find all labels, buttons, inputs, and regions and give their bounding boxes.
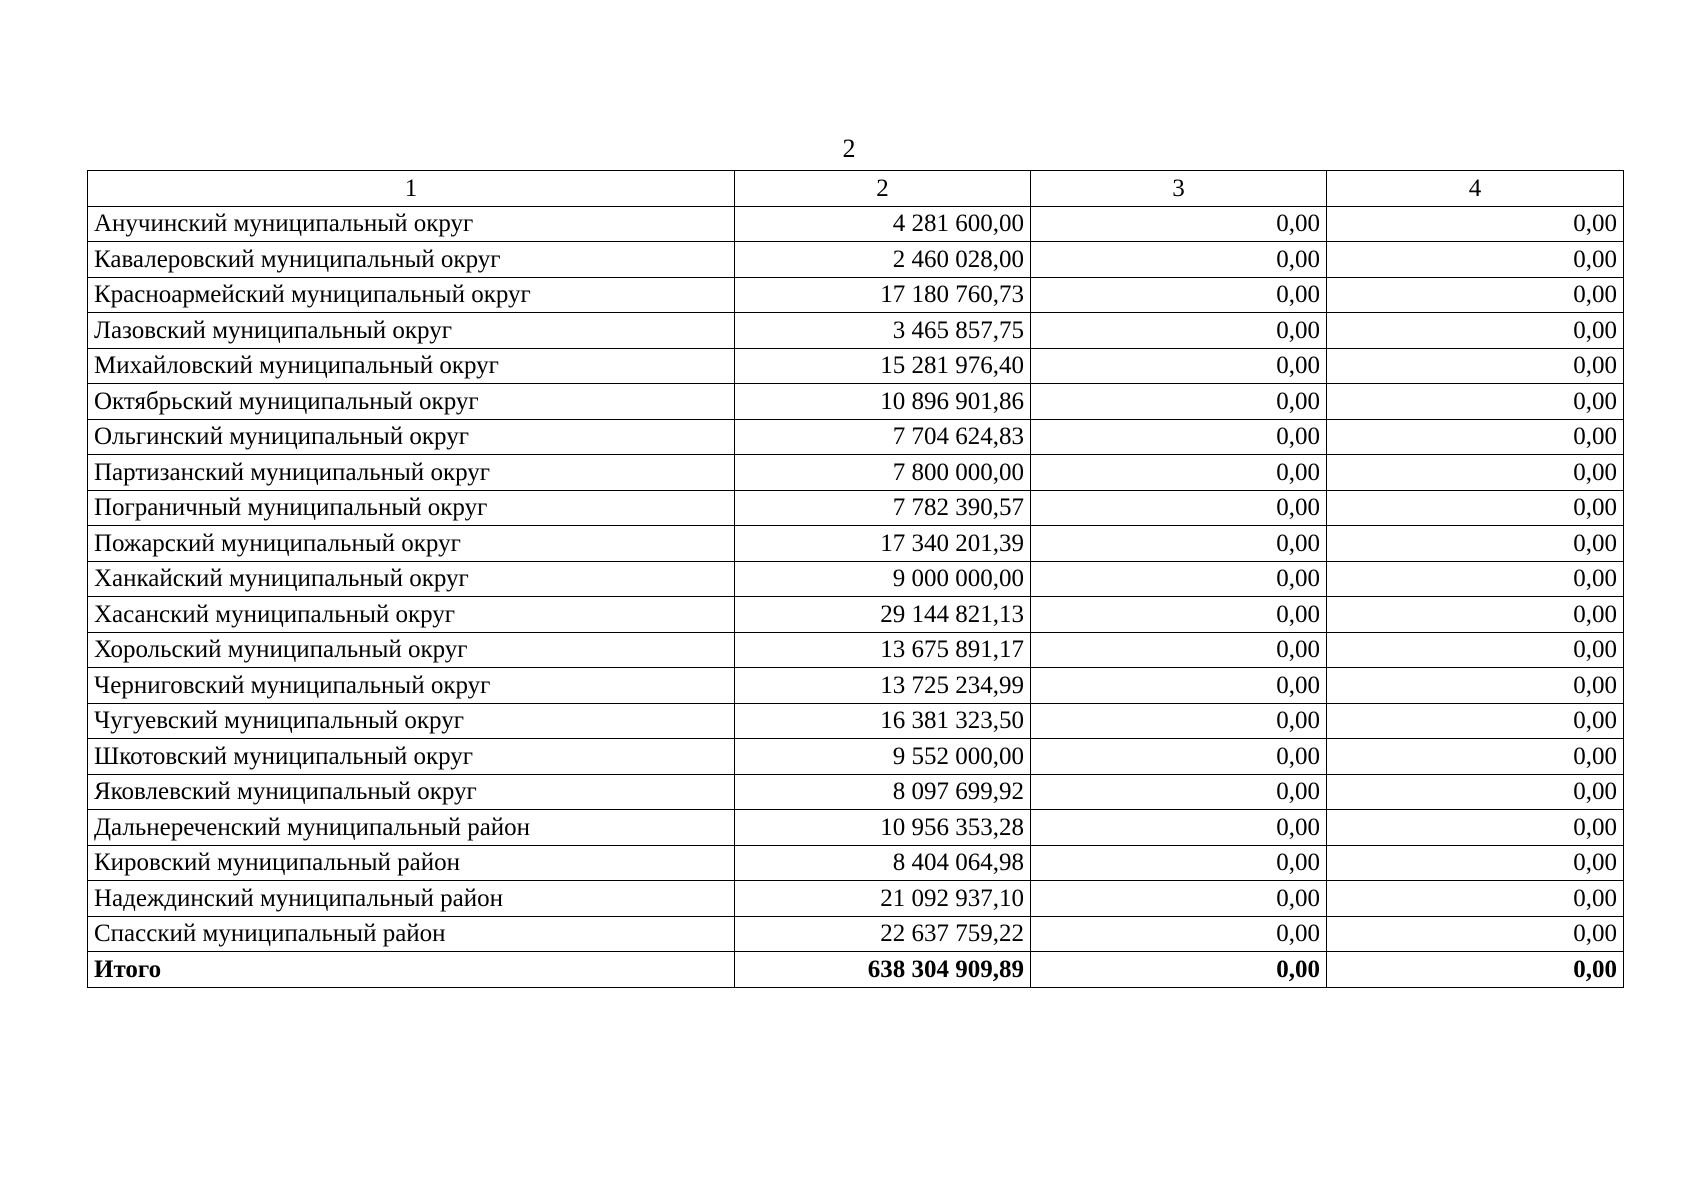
row-col3: 0,00 <box>1031 632 1327 668</box>
row-name: Спасский муниципальный район <box>88 916 735 952</box>
table-row <box>88 419 1624 455</box>
row-col3: 0,00 <box>1031 739 1327 775</box>
row-col3: 0,00 <box>1031 242 1327 278</box>
row-col4: 0,00 <box>1327 703 1624 739</box>
row-col3: 0,00 <box>1031 348 1327 384</box>
row-name: Хорольский муниципальный округ <box>88 632 735 668</box>
table-row <box>88 810 1624 846</box>
row-col3: 0,00 <box>1031 561 1327 597</box>
header-row <box>88 171 1624 207</box>
table-row <box>88 384 1624 420</box>
row-col2: 7 704 624,83 <box>735 419 1031 455</box>
row-col3: 0,00 <box>1031 206 1327 242</box>
allocation-table <box>87 170 1624 988</box>
row-col3: 0,00 <box>1031 881 1327 917</box>
row-col3: 0,00 <box>1031 455 1327 491</box>
row-col3: 0,00 <box>1031 668 1327 704</box>
total-col2: 638 304 909,89 <box>735 952 1031 988</box>
row-col2: 8 404 064,98 <box>735 845 1031 881</box>
row-name: Партизанский муниципальный округ <box>88 455 735 491</box>
table-row <box>88 774 1624 810</box>
row-col2: 15 281 976,40 <box>735 348 1031 384</box>
column-header-2: 2 <box>735 171 1031 207</box>
row-name: Надеждинский муниципальный район <box>88 881 735 917</box>
table-row <box>88 277 1624 313</box>
table-row <box>88 739 1624 775</box>
row-col3: 0,00 <box>1031 916 1327 952</box>
table-row <box>88 206 1624 242</box>
table-header <box>88 171 1624 207</box>
table-body <box>88 206 1624 987</box>
page-number: 2 <box>842 134 856 163</box>
row-name: Черниговский муниципальный округ <box>88 668 735 704</box>
table-row <box>88 916 1624 952</box>
row-col2: 4 281 600,00 <box>735 206 1031 242</box>
row-col4: 0,00 <box>1327 561 1624 597</box>
table-row <box>88 313 1624 349</box>
row-col3: 0,00 <box>1031 597 1327 633</box>
row-col2: 17 180 760,73 <box>735 277 1031 313</box>
table-row <box>88 881 1624 917</box>
row-col4: 0,00 <box>1327 774 1624 810</box>
row-col4: 0,00 <box>1327 668 1624 704</box>
total-col4: 0,00 <box>1327 952 1624 988</box>
row-name: Ольгинский муниципальный округ <box>88 419 735 455</box>
row-col2: 3 465 857,75 <box>735 313 1031 349</box>
row-col4: 0,00 <box>1327 419 1624 455</box>
row-col2: 8 097 699,92 <box>735 774 1031 810</box>
row-name: Ханкайский муниципальный округ <box>88 561 735 597</box>
row-name: Анучинский муниципальный округ <box>88 206 735 242</box>
row-col3: 0,00 <box>1031 810 1327 846</box>
table-row <box>88 703 1624 739</box>
row-col4: 0,00 <box>1327 206 1624 242</box>
total-col3: 0,00 <box>1031 952 1327 988</box>
table-row <box>88 632 1624 668</box>
row-col2: 2 460 028,00 <box>735 242 1031 278</box>
row-col2: 29 144 821,13 <box>735 597 1031 633</box>
row-col4: 0,00 <box>1327 632 1624 668</box>
row-col3: 0,00 <box>1031 774 1327 810</box>
row-col2: 10 896 901,86 <box>735 384 1031 420</box>
row-col3: 0,00 <box>1031 490 1327 526</box>
row-col4: 0,00 <box>1327 490 1624 526</box>
row-col2: 10 956 353,28 <box>735 810 1031 846</box>
row-col4: 0,00 <box>1327 845 1624 881</box>
row-name: Пограничный муниципальный округ <box>88 490 735 526</box>
row-col3: 0,00 <box>1031 703 1327 739</box>
table-row <box>88 526 1624 562</box>
row-name: Красноармейский муниципальный округ <box>88 277 735 313</box>
row-col2: 9 000 000,00 <box>735 561 1031 597</box>
row-col4: 0,00 <box>1327 881 1624 917</box>
row-col2: 9 552 000,00 <box>735 739 1031 775</box>
row-col2: 13 725 234,99 <box>735 668 1031 704</box>
row-col4: 0,00 <box>1327 277 1624 313</box>
row-col3: 0,00 <box>1031 277 1327 313</box>
row-col2: 21 092 937,10 <box>735 881 1031 917</box>
row-col4: 0,00 <box>1327 526 1624 562</box>
row-col2: 13 675 891,17 <box>735 632 1031 668</box>
row-name: Пожарский муниципальный округ <box>88 526 735 562</box>
row-col4: 0,00 <box>1327 313 1624 349</box>
total-label: Итого <box>88 952 735 988</box>
total-row <box>88 952 1624 988</box>
row-col4: 0,00 <box>1327 916 1624 952</box>
row-col2: 7 782 390,57 <box>735 490 1031 526</box>
row-col3: 0,00 <box>1031 845 1327 881</box>
row-col4: 0,00 <box>1327 810 1624 846</box>
table-row <box>88 845 1624 881</box>
row-col2: 22 637 759,22 <box>735 916 1031 952</box>
row-col2: 16 381 323,50 <box>735 703 1031 739</box>
column-header-3: 3 <box>1031 171 1327 207</box>
row-name: Шкотовский муниципальный округ <box>88 739 735 775</box>
table-row <box>88 490 1624 526</box>
row-col3: 0,00 <box>1031 419 1327 455</box>
row-name: Кировский муниципальный район <box>88 845 735 881</box>
row-name: Чугуевский муниципальный округ <box>88 703 735 739</box>
column-header-4: 4 <box>1327 171 1624 207</box>
row-col4: 0,00 <box>1327 455 1624 491</box>
row-name: Хасанский муниципальный округ <box>88 597 735 633</box>
row-col4: 0,00 <box>1327 597 1624 633</box>
table-row <box>88 348 1624 384</box>
column-header-1: 1 <box>88 171 735 207</box>
table-row <box>88 561 1624 597</box>
table-row <box>88 455 1624 491</box>
table-row <box>88 242 1624 278</box>
row-col4: 0,00 <box>1327 348 1624 384</box>
row-col3: 0,00 <box>1031 384 1327 420</box>
table-row <box>88 597 1624 633</box>
row-col2: 7 800 000,00 <box>735 455 1031 491</box>
row-col4: 0,00 <box>1327 739 1624 775</box>
row-col2: 17 340 201,39 <box>735 526 1031 562</box>
row-col4: 0,00 <box>1327 384 1624 420</box>
row-name: Октябрьский муниципальный округ <box>88 384 735 420</box>
row-name: Лазовский муниципальный округ <box>88 313 735 349</box>
row-name: Дальнереченский муниципальный район <box>88 810 735 846</box>
row-name: Яковлевский муниципальный округ <box>88 774 735 810</box>
row-name: Кавалеровский муниципальный округ <box>88 242 735 278</box>
row-col4: 0,00 <box>1327 242 1624 278</box>
row-name: Михайловский муниципальный округ <box>88 348 735 384</box>
row-col3: 0,00 <box>1031 313 1327 349</box>
table-row <box>88 668 1624 704</box>
row-col3: 0,00 <box>1031 526 1327 562</box>
